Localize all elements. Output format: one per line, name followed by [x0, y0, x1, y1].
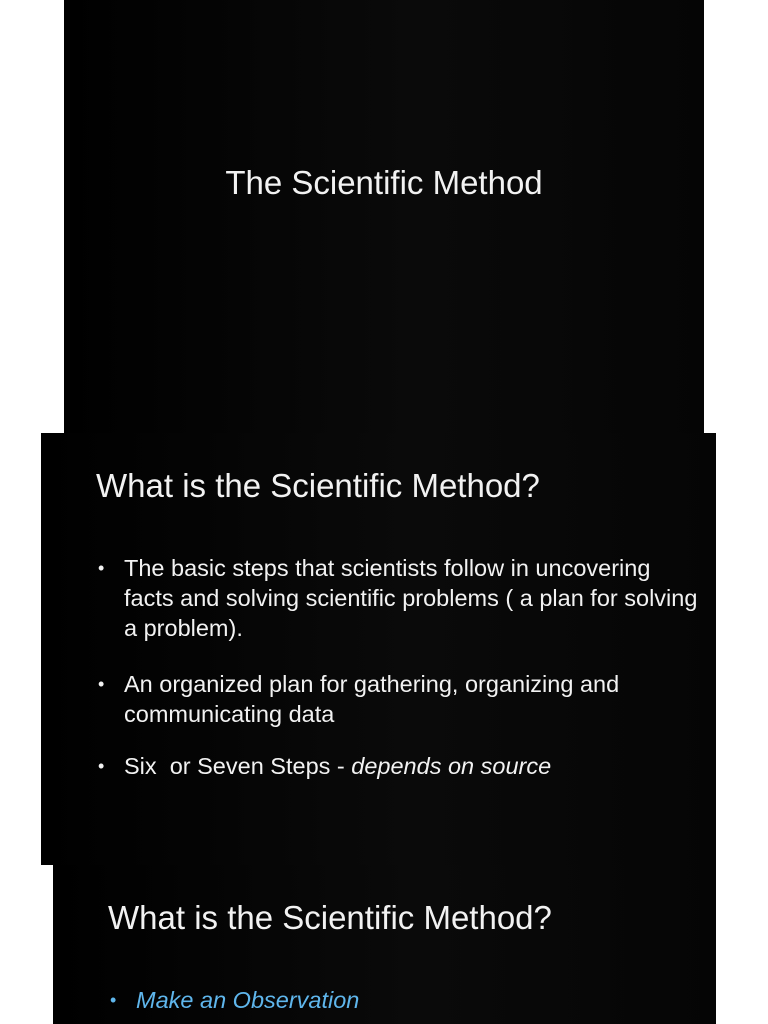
bullet-emphasis: depends on source — [351, 753, 552, 779]
bullet-dot-icon: • — [98, 674, 105, 694]
slide-heading: What is the Scientific Method? — [96, 467, 540, 504]
bullet-text: Make an Observation — [136, 987, 360, 1013]
slide-title: The Scientific Method — [225, 164, 543, 201]
bullet-item — [98, 751, 698, 781]
bullet-text: Six or Seven Steps - — [124, 753, 352, 779]
bullet-text: An organized plan for gathering, organizing and communicating data — [124, 671, 620, 727]
bullet-item — [98, 669, 698, 729]
bullet-dot-icon: • — [98, 558, 105, 578]
bullet-item — [110, 985, 700, 1015]
content-slide — [41, 433, 716, 865]
bullet-list — [110, 985, 700, 1024]
bullet-dot-icon: • — [98, 756, 105, 776]
bullet-list — [98, 553, 698, 807]
bullet-dot-icon: • — [110, 990, 117, 1010]
slide-heading: What is the Scientific Method? — [108, 899, 552, 936]
title-slide — [64, 0, 704, 433]
bullet-text: The basic steps that scientists follow in uncovering facts and solving scientific problems ( a plan for solving a problem). — [124, 555, 698, 641]
steps-slide — [53, 865, 716, 1024]
bullet-item — [98, 553, 698, 643]
